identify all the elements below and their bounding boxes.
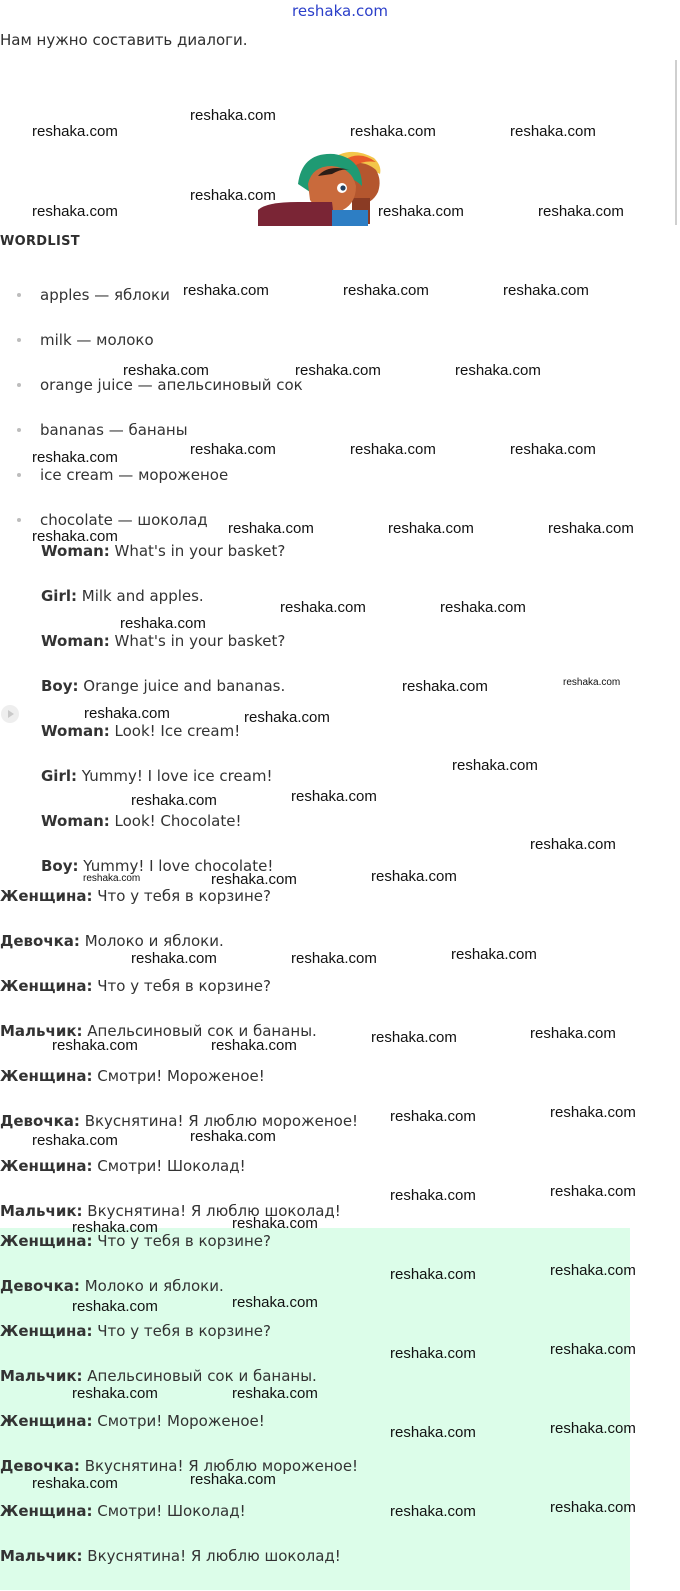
speaker-label: Женщина: (0, 977, 93, 995)
dialogue-line (0, 1156, 358, 1201)
wordlist-heading: WORDLIST (0, 234, 80, 249)
watermark-text: reshaka.com (440, 599, 526, 616)
watermark-text: reshaka.com (390, 1266, 476, 1283)
watermark-text: reshaka.com (550, 1262, 636, 1279)
speaker-label: Женщина: (0, 1502, 93, 1520)
watermark-text: reshaka.com (190, 1128, 276, 1145)
line-text: Молоко и яблоки. (79, 932, 224, 950)
watermark-text: reshaka.com (232, 1385, 318, 1402)
dialogue-line (41, 631, 285, 676)
line-text: Look! Chocolate! (109, 812, 242, 830)
watermark-text: reshaka.com (390, 1345, 476, 1362)
dialogue-line (41, 541, 285, 586)
speaker-label: Девочка: (0, 1277, 80, 1295)
line-text: Milk and apples. (77, 587, 204, 605)
dialogue-line (0, 1321, 358, 1366)
word-text: bananas — бананы (40, 421, 188, 439)
line-text: Что у тебя в корзине? (92, 1232, 271, 1250)
watermark-text: reshaka.com (232, 1294, 318, 1311)
line-text: Молоко и яблоки. (79, 1277, 224, 1295)
dialogue-line (0, 1456, 358, 1501)
watermark-text: reshaka.com (390, 1187, 476, 1204)
speaker-label: Woman: (41, 542, 110, 560)
line-text: Апельсиновый сок и бананы. (82, 1367, 317, 1385)
watermark-text: reshaka.com (232, 1215, 318, 1232)
watermark-text: reshaka.com (32, 1475, 118, 1492)
speaker-label: Woman: (41, 632, 110, 650)
speaker-label: Girl: (41, 587, 77, 605)
word-text: apples — яблоки (40, 286, 170, 304)
watermark-text: reshaka.com (378, 203, 464, 220)
watermark-text: reshaka.com (32, 1132, 118, 1149)
line-text: Смотри! Мороженое! (92, 1067, 265, 1085)
intro-text: Нам нужно составить диалоги. (0, 31, 248, 49)
line-text: Look! Ice cream! (109, 722, 241, 740)
watermark-text: reshaka.com (72, 1219, 158, 1236)
speaker-label: Женщина: (0, 1322, 93, 1340)
watermark-text: reshaka.com (402, 678, 488, 695)
list-item (0, 465, 303, 510)
watermark-text: reshaka.com (510, 441, 596, 458)
watermark-text: reshaka.com (538, 203, 624, 220)
line-text: Вкуснятина! Я люблю мороженое! (79, 1457, 359, 1475)
scrollbar[interactable] (675, 60, 677, 225)
watermark-text: reshaka.com (244, 709, 330, 726)
watermark-text: reshaka.com (131, 792, 217, 809)
word-text: chocolate — шоколад (40, 511, 208, 529)
watermark-text: reshaka.com (120, 615, 206, 632)
speaker-label: Женщина: (0, 1157, 93, 1175)
watermark-text: reshaka.com (550, 1420, 636, 1437)
watermark-text: reshaka.com (211, 871, 297, 888)
line-text: Вкуснятина! Я люблю шоколад! (82, 1202, 341, 1220)
dialogue-line (0, 1276, 358, 1321)
dialogue-line (0, 1066, 358, 1111)
watermark-text: reshaka.com (295, 362, 381, 379)
speaker-label: Девочка: (0, 1112, 80, 1130)
dialogue-line (0, 1111, 358, 1156)
speaker-label: Женщина: (0, 1232, 93, 1250)
watermark-text: reshaka.com (32, 528, 118, 545)
watermark-text: reshaka.com (390, 1503, 476, 1520)
speaker-label: Женщина: (0, 1412, 93, 1430)
play-icon[interactable] (0, 704, 20, 724)
watermark-text: reshaka.com (350, 123, 436, 140)
watermark-text: reshaka.com (72, 1298, 158, 1315)
watermark-text: reshaka.com (52, 1037, 138, 1054)
bullet-icon (17, 293, 21, 297)
watermark-text: reshaka.com (228, 520, 314, 537)
word-text: ice cream — мороженое (40, 466, 229, 484)
watermark-text: reshaka.com (72, 1385, 158, 1402)
line-text: Что у тебя в корзине? (92, 887, 271, 905)
line-text: Вкуснятина! Я люблю мороженое! (79, 1112, 359, 1130)
dialogue-line (41, 721, 285, 766)
list-item (0, 375, 303, 420)
dialogue-line (0, 1501, 358, 1546)
dialogue-english (41, 541, 285, 901)
watermark-text: reshaka.com (190, 441, 276, 458)
dialogue-russian (0, 886, 358, 1246)
watermark-text: reshaka.com (131, 950, 217, 967)
line-text: Смотри! Мороженое! (92, 1412, 265, 1430)
watermark-text: reshaka.com (280, 599, 366, 616)
watermark-text: reshaka.com (190, 1471, 276, 1488)
watermark-text: reshaka.com (550, 1341, 636, 1358)
watermark-text: reshaka.com (550, 1499, 636, 1516)
watermark-text: reshaka.com (343, 282, 429, 299)
dialogue-line (41, 811, 285, 856)
watermark-text: reshaka.com (530, 836, 616, 853)
speaker-label: Мальчик: (0, 1202, 83, 1220)
watermark-text: reshaka.com (530, 1025, 616, 1042)
dialogue-line (0, 931, 358, 976)
dialogue-line (41, 586, 285, 631)
watermark-text: reshaka.com (211, 1037, 297, 1054)
watermark-text: reshaka.com (291, 950, 377, 967)
dialogue-line (0, 976, 358, 1021)
watermark-text: reshaka.com (32, 203, 118, 220)
site-link[interactable]: reshaka.com (292, 2, 388, 20)
watermark-text: reshaka.com (183, 282, 269, 299)
line-text: Вкуснятина! Я люблю шоколад! (82, 1547, 341, 1565)
speaker-label: Женщина: (0, 1067, 93, 1085)
word-text: orange juice — апельсиновый сок (40, 376, 303, 394)
watermark-text: reshaka.com (190, 107, 276, 124)
dialogue-line (0, 1021, 358, 1066)
dialogue-line (41, 676, 285, 721)
speaker-label: Женщина: (0, 887, 93, 905)
line-text: What's in your basket? (109, 632, 286, 650)
speaker-label: Boy: (41, 677, 79, 695)
line-text: Смотри! Шоколад! (92, 1157, 246, 1175)
speaker-label: Девочка: (0, 1457, 80, 1475)
dialogue-line (0, 886, 358, 931)
speaker-label: Мальчик: (0, 1022, 83, 1040)
word-text: milk — молоко (40, 331, 154, 349)
watermark-text: reshaka.com (190, 187, 276, 204)
watermark-text: reshaka.com (32, 123, 118, 140)
dialogue-russian-answer (0, 1231, 358, 1591)
bullet-icon (17, 518, 21, 522)
watermark-text: reshaka.com (455, 362, 541, 379)
speaker-label: Woman: (41, 812, 110, 830)
speaker-label: Girl: (41, 767, 77, 785)
line-text: Yummy! I love chocolate! (78, 857, 274, 875)
watermark-text: reshaka.com (451, 946, 537, 963)
watermark-text: reshaka.com (32, 449, 118, 466)
line-text: What's in your basket? (109, 542, 286, 560)
speaker-label: Woman: (41, 722, 110, 740)
line-text: Yummy! I love ice cream! (77, 767, 273, 785)
speaker-label: Мальчик: (0, 1367, 83, 1385)
watermark-text: reshaka.com (371, 1029, 457, 1046)
watermark-text: reshaka.com (563, 677, 621, 688)
watermark-text: reshaka.com (548, 520, 634, 537)
watermark-text: reshaka.com (371, 868, 457, 885)
watermark-text: reshaka.com (452, 757, 538, 774)
two-children-icon (258, 140, 410, 226)
watermark-text: reshaka.com (84, 705, 170, 722)
speaker-label: Boy: (41, 857, 79, 875)
list-item (0, 420, 303, 465)
dialogue-line (41, 766, 285, 811)
bullet-icon (17, 473, 21, 477)
watermark-text: reshaka.com (388, 520, 474, 537)
watermark-text: reshaka.com (390, 1108, 476, 1125)
line-text: Что у тебя в корзине? (92, 977, 271, 995)
watermark-text: reshaka.com (350, 441, 436, 458)
word-list (0, 285, 303, 555)
dialogue-line (0, 1231, 358, 1276)
watermark-text: reshaka.com (123, 362, 209, 379)
speaker-label: Девочка: (0, 932, 80, 950)
bullet-icon (17, 338, 21, 342)
bullet-icon (17, 428, 21, 432)
line-text: Orange juice and bananas. (78, 677, 286, 695)
list-item (0, 330, 303, 375)
watermark-text: reshaka.com (503, 282, 589, 299)
line-text: Смотри! Шоколад! (92, 1502, 246, 1520)
watermark-text: reshaka.com (510, 123, 596, 140)
dialogue-line (0, 1546, 358, 1591)
bullet-icon (17, 383, 21, 387)
line-text: Что у тебя в корзине? (92, 1322, 271, 1340)
watermark-text: reshaka.com (291, 788, 377, 805)
watermark-text: reshaka.com (550, 1183, 636, 1200)
watermark-text: reshaka.com (83, 873, 141, 884)
list-item (0, 285, 303, 330)
dialogue-line (0, 1366, 358, 1411)
watermark-text: reshaka.com (390, 1424, 476, 1441)
line-text: Апельсиновый сок и бананы. (82, 1022, 317, 1040)
dialogue-line (0, 1411, 358, 1456)
speaker-label: Мальчик: (0, 1547, 83, 1565)
watermark-text: reshaka.com (550, 1104, 636, 1121)
